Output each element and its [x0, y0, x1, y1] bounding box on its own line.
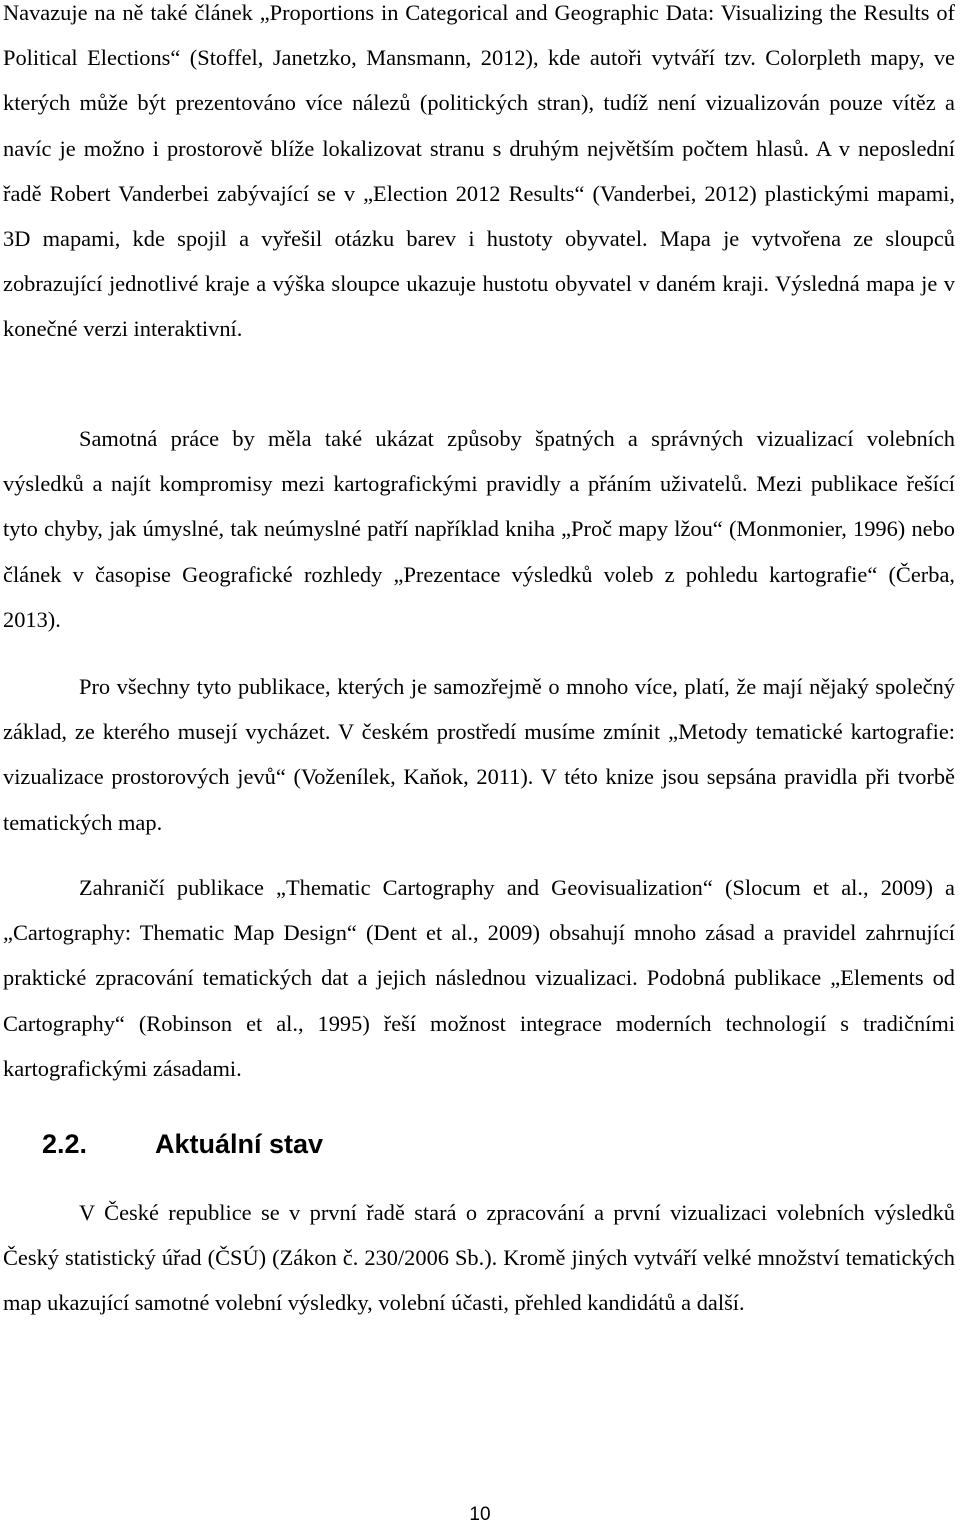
paragraph-foreign-literature: Zahraničí publikace „Thematic Cartography and Geovisualization“ (Slocum et al., 2009) a „Cartography: Thematic Map Design“ (Dent et al., 2009) obsahují mnoho zásad a pravidel zahrnující praktické zpracování tematických dat a jejich následnou vizualizaci. Podobná publikace „Elements od Cartography“ (Robinson et al., 1995) řeší možnost integrace moderních technologií s tradičními kartografickými zásadami.: [3, 875, 955, 1081]
section-title: Aktuální stav: [155, 1129, 324, 1159]
section-heading: [42, 1122, 323, 1166]
paragraph-current-state: V České republice se v první řadě stará o zpracování a první vizualizaci volebních výsledků Český statistický úřad (ČSÚ) (Zákon č. 230/2006 Sb.). Kromě jiných vytváří velké množství tematických map ukazující samotné volební výsledky, volební účasti, přehled kandidátů a další.: [3, 1200, 955, 1316]
paragraph-bad-visualizations: Samotná práce by měla také ukázat způsoby špatných a správných vizualizací volebních výsledků a najít kompromisy mezi kartografickými pravidly a přáním uživatelů. Mezi publikace řešící tyto chyby, jak úmyslné, tak neúmyslné patří například kniha „Proč mapy lžou“ (Monmonier, 1996) nebo článek v časopise Geografické rozhledy „Prezentace výsledků voleb z pohledu kartografie“ (Čerba, 2013).: [3, 426, 955, 632]
section-number: 2.2.: [42, 1129, 88, 1159]
paragraph-stoffel-vanderbei: Navazuje na ně také článek „Proportions in Categorical and Geographic Data: Visualizing the Results of Political Elections“ (Stoffel, Janetzko, Mansmann, 2012), kde autoři vytváří tzv. Colorpleth mapy, ve kterých může být prezentováno více nálezů (politických stran), tudíž není vizualizován pouze vítěz a navíc je možno i prostorově blíže lokalizovat stranu s druhým největším počtem hlasů. A v neposlední řadě Robert Vanderbei zabývající se v „Election 2012 Results“ (Vanderbei, 2012) plastickými mapami, 3D mapami, kde spojil a vyřešil otázku barev i hustoty obyvatel. Mapa je vytvořena ze sloupců zobrazující jednotlivé kraje a výška sloupce ukazuje hustotu obyvatel v daném kraji. Výsledná mapa je v konečné verzi interaktivní.: [3, 0, 955, 342]
page-number: 10: [469, 1504, 491, 1525]
paragraph-czech-literature: Pro všechny tyto publikace, kterých je samozřejmě o mnoho více, platí, že mají nějaký společný základ, ze kterého musejí vycházet. V českém prostředí musíme zmínit „Metody tematické kartografie: vizualizace prostorových jevů“ (Voženílek, Kaňok, 2011). V této knize jsou sepsána pravidla při tvorbě tematických map.: [3, 674, 955, 835]
